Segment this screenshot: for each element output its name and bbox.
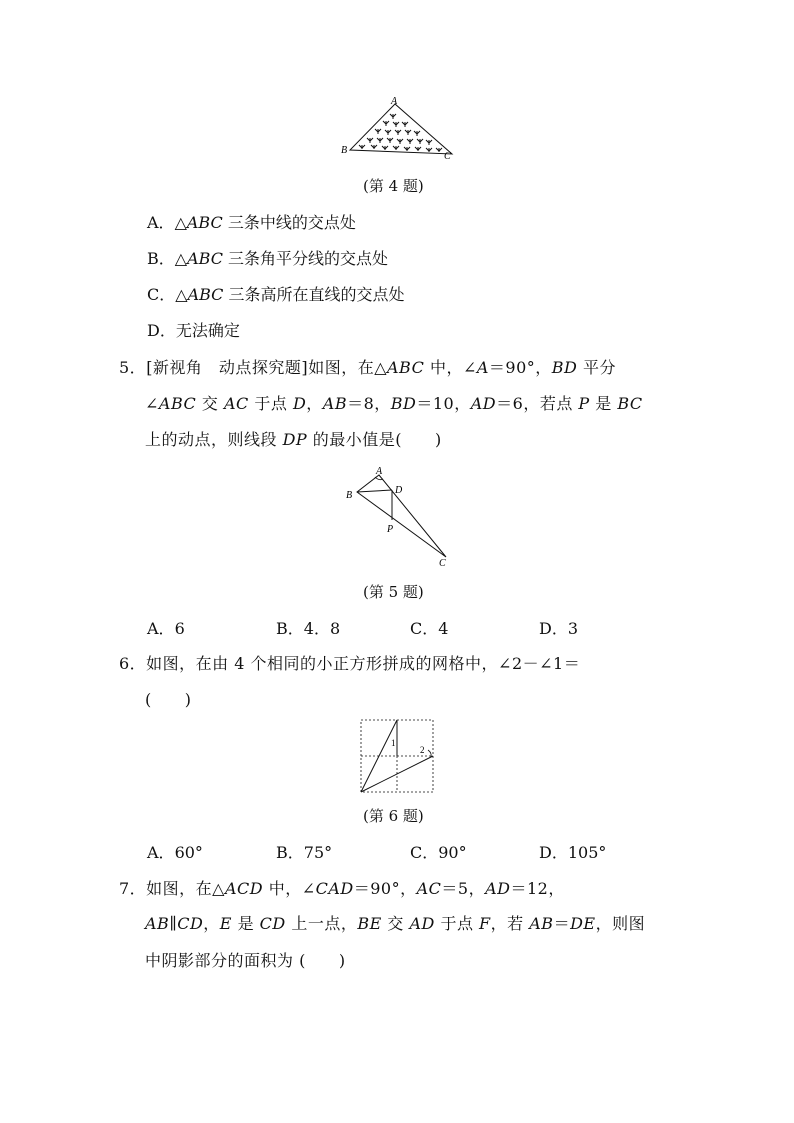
q5-line-1: 5．[新视角 动点探究题]如图，在△ABC 中，∠A＝90°，BD 平分 xyxy=(119,358,616,377)
q5-option-c[interactable]: C．4 xyxy=(410,619,449,638)
q5-line-2: ∠ABC 交 AC 于点 D，AB＝8，BD＝10，AD＝6，若点 P 是 BC xyxy=(145,394,643,413)
q5-option-b[interactable]: B．4．8 xyxy=(276,619,341,638)
q6-line-2: ( ) xyxy=(145,690,192,709)
q6-line-1: 6．如图，在由 4 个相同的小正方形拼成的网格中，∠2－∠1＝ xyxy=(119,654,581,673)
figure-5-diagram xyxy=(340,462,455,570)
q5-option-d[interactable]: D．3 xyxy=(539,619,579,638)
q7-line-3: 中阴影部分的面积为 ( ) xyxy=(145,951,346,970)
figure-5-caption: (第 5 题) xyxy=(363,583,424,601)
q4-option-b[interactable]: B．△ABC 三条角平分线的交点处 xyxy=(147,249,389,268)
fig4-label-b: B xyxy=(341,145,348,156)
fig4-label-a: A xyxy=(391,96,398,107)
q4-option-a[interactable]: A．△ABC 三条中线的交点处 xyxy=(147,213,356,232)
fig5-label-a: A xyxy=(376,466,383,477)
q5-line-3: 上的动点，则线段 DP 的最小值是( ) xyxy=(145,430,442,449)
fig5-label-d: D xyxy=(395,485,403,496)
q4-option-d[interactable]: D．无法确定 xyxy=(147,321,240,340)
fig5-label-p: P xyxy=(387,524,394,535)
q7-line-2: AB∥CD，E 是 CD 上一点，BE 交 AD 于点 F，若 AB＝DE，则图 xyxy=(145,914,646,933)
q6-option-d[interactable]: D．105° xyxy=(539,843,607,862)
fig4-label-c: C xyxy=(444,151,451,162)
figure-4-caption: (第 4 题) xyxy=(363,177,424,195)
q6-option-c[interactable]: C．90° xyxy=(410,843,467,862)
fig5-label-c: C xyxy=(439,558,446,569)
figure-4-triangle xyxy=(336,94,462,164)
q6-option-a[interactable]: A．60° xyxy=(147,843,203,862)
fig5-label-b: B xyxy=(346,490,353,501)
figure-6-caption: (第 6 题) xyxy=(363,807,424,825)
tree-pattern xyxy=(359,114,442,152)
q5-option-a[interactable]: A．6 xyxy=(147,619,185,638)
fig6-label-1: 1 xyxy=(391,738,396,748)
q6-option-b[interactable]: B．75° xyxy=(276,843,333,862)
q7-line-1: 7．如图，在△ACD 中，∠CAD＝90°，AC＝5，AD＝12， xyxy=(119,879,565,898)
fig6-label-2: 2 xyxy=(420,745,425,755)
q4-option-c[interactable]: C．△ABC 三条高所在直线的交点处 xyxy=(147,285,405,304)
figure-6-grid xyxy=(358,717,438,795)
